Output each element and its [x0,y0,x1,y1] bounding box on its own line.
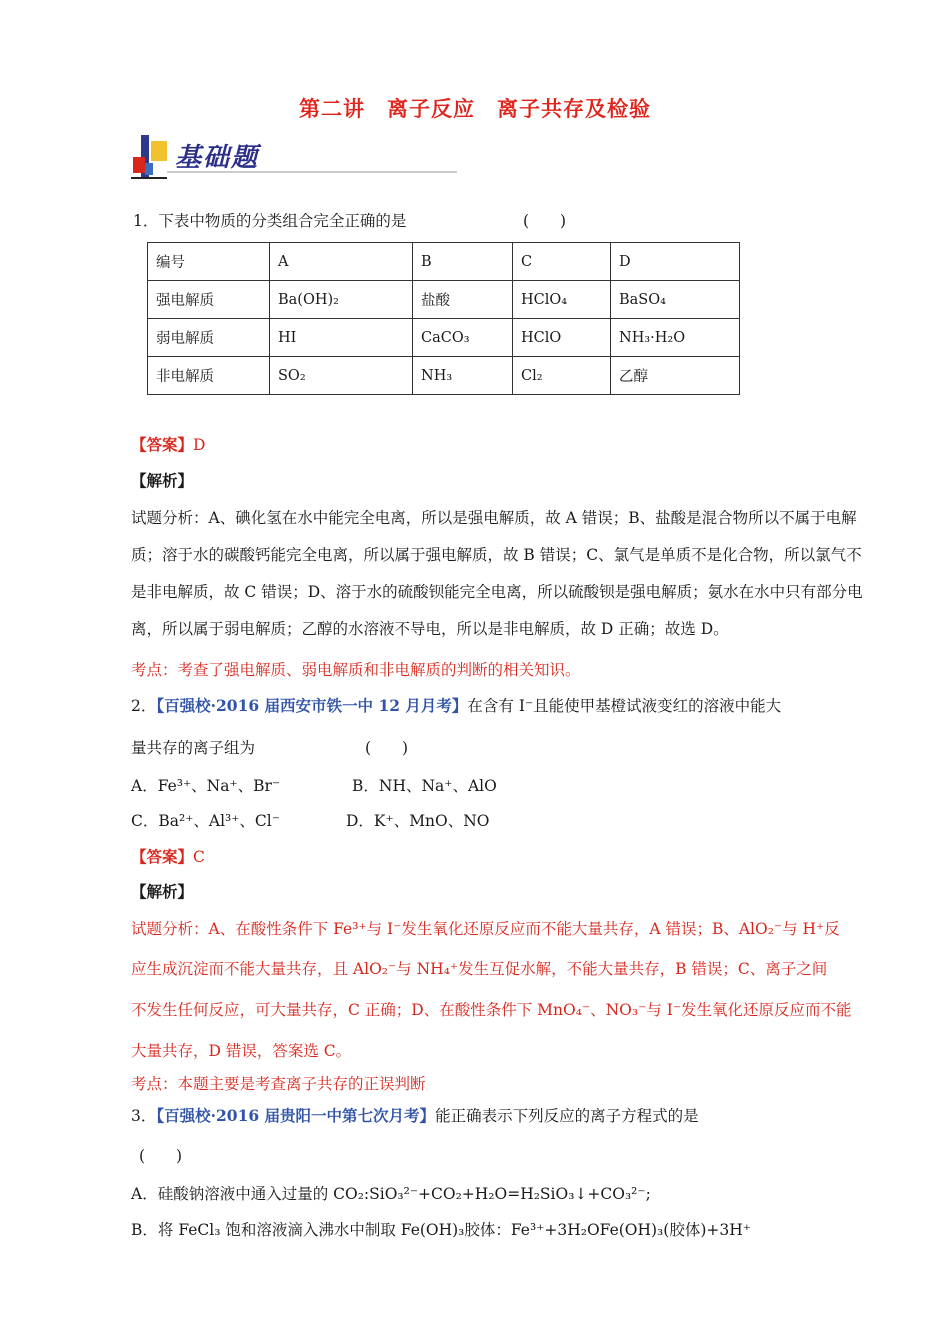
answer-label: 【答案】 [131,847,194,866]
q1-analysis-line: 是非电解质，故 C 错误；D、溶于水的硫酸钡能完全电离，所以硫酸钡是强电解质；氨水在水中只有部分电 [131,583,863,601]
q2-stem-line2: 量共存的离子组为 [131,739,256,757]
q1-analysis-line: 试题分析：A、碘化氢在水中能完全电离，所以是强电解质，故 A 错误；B、盐酸是混合物所以不属于电解 [131,509,857,527]
q1-analysis-line: 离，所以属于弱电解质；乙醇的水溶液不导电，所以是非电解质，故 D 正确；故选 D。 [131,620,729,638]
q2-number: 2． [131,697,157,715]
table-cell: HI [270,319,413,357]
q3-source: 【百强校·2016 届贵阳一中第七次月考】 [156,1106,436,1125]
q3-option-a: A．硅酸钠溶液中通入过量的 CO₂:SiO₃²⁻+CO₂+H₂O=H₂SiO₃↓+CO₃²⁻; [131,1185,651,1203]
table-cell: A [270,243,413,281]
q1-point: 考点：考查了强电解质、弱电解质和非电解质的判断的相关知识。 [131,661,581,679]
table-cell: 编号 [148,243,270,281]
table-cell: 盐酸 [413,281,513,319]
q3-stem: 能正确表示下列反应的离子方程式的是 [435,1107,699,1125]
q2-option-a: A．Fe³⁺、Na⁺、Br⁻ [131,777,281,795]
table-cell: NH₃·H₂O [611,319,740,357]
q3-paren: ( ) [139,1147,183,1165]
page-title: 第二讲 离子反应 离子共存及检验 [299,97,651,121]
answer-value: D [193,436,206,454]
q1-answer [131,433,205,455]
table-cell: HClO [513,319,611,357]
table-cell: Cl₂ [513,357,611,395]
q2-option-d: D．K⁺、MnO、NO [346,812,490,830]
q2-analysis-line: 试题分析：A、在酸性条件下 Fe³⁺与 I⁻发生氧化还原反应而不能大量共存，A 错误；B、AlO₂⁻与 H⁺反 [131,920,840,938]
q3-number: 3． [131,1107,157,1125]
table-cell: 乙醇 [611,357,740,395]
q2-analysis-line: 不发生任何反应，可大量共存，C 正确；D、在酸性条件下 MnO₄⁻、NO₃⁻与 I⁻发生氧化还原反应而不能 [131,1001,852,1019]
q1-paren: ( ) [523,212,567,230]
answer-value: C [193,848,205,866]
table-row [148,319,740,357]
answer-label: 【答案】 [131,435,194,454]
q3-stem-line1 [131,1104,699,1126]
table-cell: SO₂ [270,357,413,395]
classification-table [147,242,740,395]
table-cell: C [513,243,611,281]
q2-analysis-line: 应生成沉淀而不能大量共存，且 AlO₂⁻与 NH₄⁺发生互促水解，不能大量共存，B 错误；C、离子之间 [131,960,828,978]
table-cell: 弱电解质 [148,319,270,357]
q2-answer [131,845,205,867]
q1-analysis-line: 质；溶于水的碳酸钙能完全电离，所以属于强电解质，故 B 错误；C、氯气是单质不是化合物，所以氯气不 [131,546,862,564]
table-cell: D [611,243,740,281]
table-cell: Ba(OH)₂ [270,281,413,319]
table-cell: BaSO₄ [611,281,740,319]
q1-analysis-label: 【解析】 [131,471,194,490]
banner-text: 基础题 [175,143,260,173]
q2-analysis-line: 大量共存，D 错误，答案选 C。 [131,1042,352,1060]
q2-paren: ( ) [365,739,409,757]
q3-option-b: B．将 FeCl₃ 饱和溶液滴入沸水中制取 Fe(OH)₃胶体：Fe³⁺+3H₂OFe(OH)₃(胶体)+3H⁺ [131,1221,751,1239]
table-cell: 非电解质 [148,357,270,395]
table-row [148,357,740,395]
q2-analysis-label: 【解析】 [131,882,194,901]
table-row [148,281,740,319]
table-cell: B [413,243,513,281]
q2-option-b: B．NH、Na⁺、AlO [352,777,497,795]
section-banner [131,133,461,189]
q2-option-c: C．Ba²⁺、Al³⁺、Cl⁻ [131,812,280,830]
table-row [148,243,740,281]
table-cell: HClO₄ [513,281,611,319]
q2-point: 考点：本题主要是考查离子共存的正误判断 [131,1075,426,1093]
q1-stem: 1．下表中物质的分类组合完全正确的是 [133,212,407,230]
q2-stem: 在含有 I⁻且能使甲基橙试液变红的溶液中能大 [467,697,782,715]
table-cell: CaCO₃ [413,319,513,357]
table-cell: NH₃ [413,357,513,395]
q2-stem-line1 [131,694,781,716]
table-cell: 强电解质 [148,281,270,319]
q2-source: 【百强校·2016 届西安市铁一中 12 月月考】 [156,696,468,715]
